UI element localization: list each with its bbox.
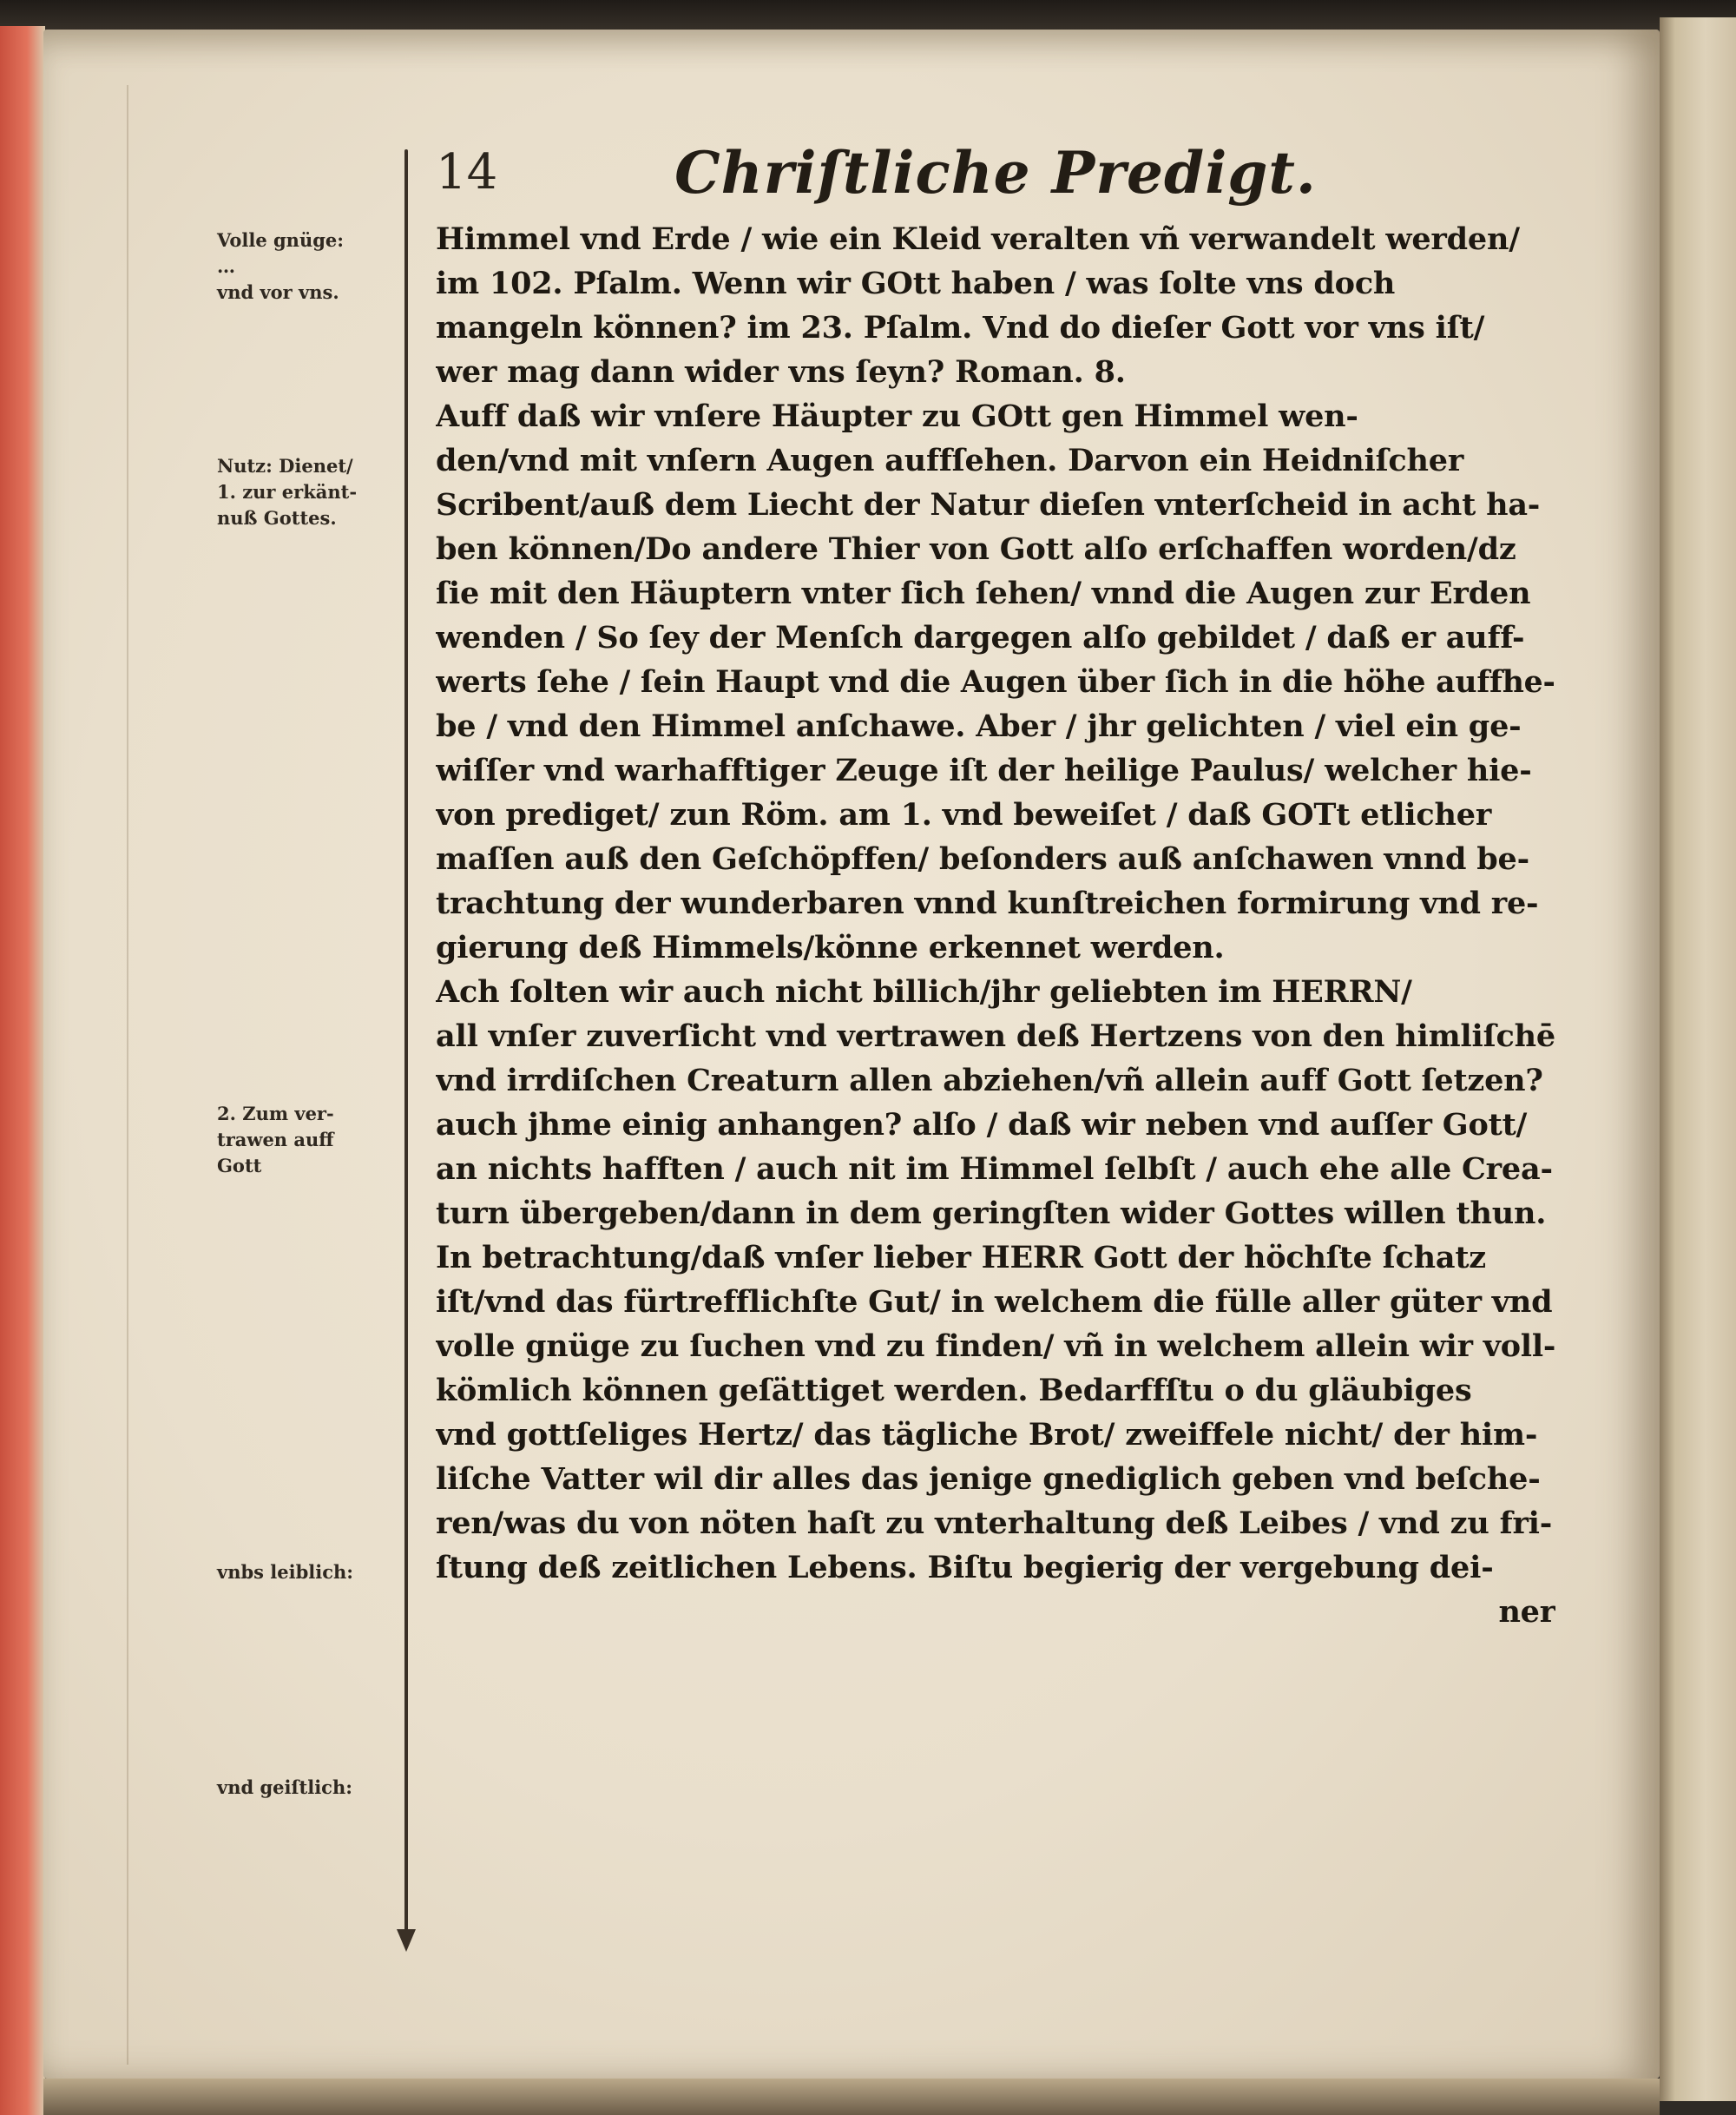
margin-note-line: vnd vor vns. <box>217 281 339 303</box>
text-line: Auff daß wir vnſere Häupter zu GOtt gen Himmel wen- <box>436 399 1358 434</box>
text-line: Scribent/auß dem Liecht der Natur dieſen vnterſcheid in acht ha- <box>436 487 1541 523</box>
text-line: Ach ſolten wir auch nicht billich/jhr geliebten im HERRN/ <box>436 974 1412 1010</box>
page-number: 14 <box>436 144 498 201</box>
catchword: ner <box>1498 1594 1555 1630</box>
text-line: trachtung der wunderbaren vnnd kunſtreichen formirung vnd re- <box>436 886 1539 921</box>
text-line: mangeln können? im 23. Pſalm. Vnd do dieſer Gott vor vns iſt/ <box>436 310 1485 346</box>
text-line: ben können/Do andere Thier von Gott alſo erſchaffen worden/dz <box>436 531 1516 567</box>
text-line: be / vnd den Himmel anſchawe. Aber / jhr gelichten / viel ein ge- <box>436 708 1522 744</box>
margin-note <box>217 1775 399 1801</box>
margin-note-line: 1. zur erkänt- <box>217 481 358 503</box>
margin-note-line: Gott <box>217 1155 262 1176</box>
text-line: kömlich können geſättiget werden. Bedarffſtu o du gläubiges <box>436 1373 1472 1408</box>
running-title: Chriſtliche Predigt. <box>674 139 1317 207</box>
facing-page-edge <box>1660 17 1736 2101</box>
book-cover-edge <box>0 26 45 2115</box>
text-line: ren/was du von nöten haſt zu vnterhaltung deß Leibes / vnd zu fri- <box>436 1506 1553 1541</box>
text-line: volle gnüge zu ſuchen vnd zu finden/ vñ in welchem allein wir voll- <box>436 1328 1555 1364</box>
text-line: turn übergeben/dann in dem geringſten wider Gottes willen thun. <box>436 1196 1547 1231</box>
margin-note-line: Volle gnüge: <box>217 229 345 251</box>
text-line: an nichts hafften / auch nit im Himmel ſelbſt / auch ehe alle Crea- <box>436 1151 1553 1187</box>
margin-note-line: … <box>217 255 235 277</box>
text-line: wiſſer vnd warhafftiger Zeuge iſt der heilige Paulus/ welcher hie- <box>436 753 1532 788</box>
margin-note <box>217 453 399 531</box>
text-line: In betrachtung/daß vnſer lieber HERR Gott der höchſte ſchatz <box>436 1240 1486 1275</box>
divider-arrow-icon <box>397 1929 416 1952</box>
text-line: maſſen auß den Geſchöpffen/ beſonders auß anſchawen vnnd be- <box>436 841 1529 877</box>
text-line: wer mag dann wider vns ſeyn? Roman. 8. <box>436 354 1126 390</box>
body-text <box>436 217 1555 1634</box>
text-line: ſie mit den Häuptern vnter ſich ſehen/ vnnd die Augen zur Erden <box>436 576 1531 611</box>
margin-note-line: vnbs leiblich: <box>217 1561 354 1583</box>
margin-note-line: vnd geiſtlich: <box>217 1776 352 1798</box>
text-line: vnd irrdiſchen Creaturn allen abziehen/vñ allein auff Gott ſetzen? <box>436 1063 1543 1098</box>
text-line: auch jhme einig anhangen? alſo / daß wir neben vnd auſſer Gott/ <box>436 1107 1528 1143</box>
margin-note <box>217 1559 399 1585</box>
text-line: den/vnd mit vnſern Augen auffſehen. Darvon ein Heidniſcher <box>436 443 1464 478</box>
text-line: liſche Vatter wil dir alles das jenige gnediglich geben vnd beſche- <box>436 1461 1541 1497</box>
text-line: ſtung deß zeitlichen Lebens. Biſtu begierig der vergebung dei- <box>436 1550 1494 1585</box>
margin-divider-line <box>404 149 408 1938</box>
margin-note-line: 2. Zum ver- <box>217 1103 334 1124</box>
text-line: werts ſehe / ſein Haupt vnd die Augen über ſich in die höhe auffhe- <box>436 664 1555 700</box>
gutter-rule <box>127 85 128 2065</box>
margin-note-line: Nutz: Dienet/ <box>217 455 353 477</box>
margin-note <box>217 1101 399 1179</box>
page-header <box>436 139 1555 217</box>
book-bottom-edge <box>43 2079 1660 2115</box>
text-line: wenden / So ſey der Menſch dargegen alſo gebildet / daß er auff- <box>436 620 1525 656</box>
text-line: iſt/vnd das fürtrefflichſte Gut/ in welchem die fülle aller güter vnd <box>436 1284 1553 1320</box>
text-line: all vnſer zuverſicht vnd vertrawen deß Hertzens von den himliſchē <box>436 1018 1555 1054</box>
text-line: im 102. Pſalm. Wenn wir GOtt haben / was ſolte vns doch <box>436 266 1396 301</box>
text-line: Himmel vnd Erde / wie ein Kleid veralten vñ verwandelt werden/ <box>436 221 1520 257</box>
margin-note-line: trawen auff <box>217 1129 334 1150</box>
text-line: gierung deß Himmels/könne erkennet werden. <box>436 930 1225 965</box>
margin-note-line: nuß Gottes. <box>217 507 337 529</box>
margin-note <box>217 227 399 306</box>
text-line: vnd gottſeliges Hertz/ das tägliche Brot/ zweiffele nicht/ der him- <box>436 1417 1538 1453</box>
text-line: von prediget/ zun Röm. am 1. vnd beweiſet / daß GOTt etlicher <box>436 797 1492 833</box>
